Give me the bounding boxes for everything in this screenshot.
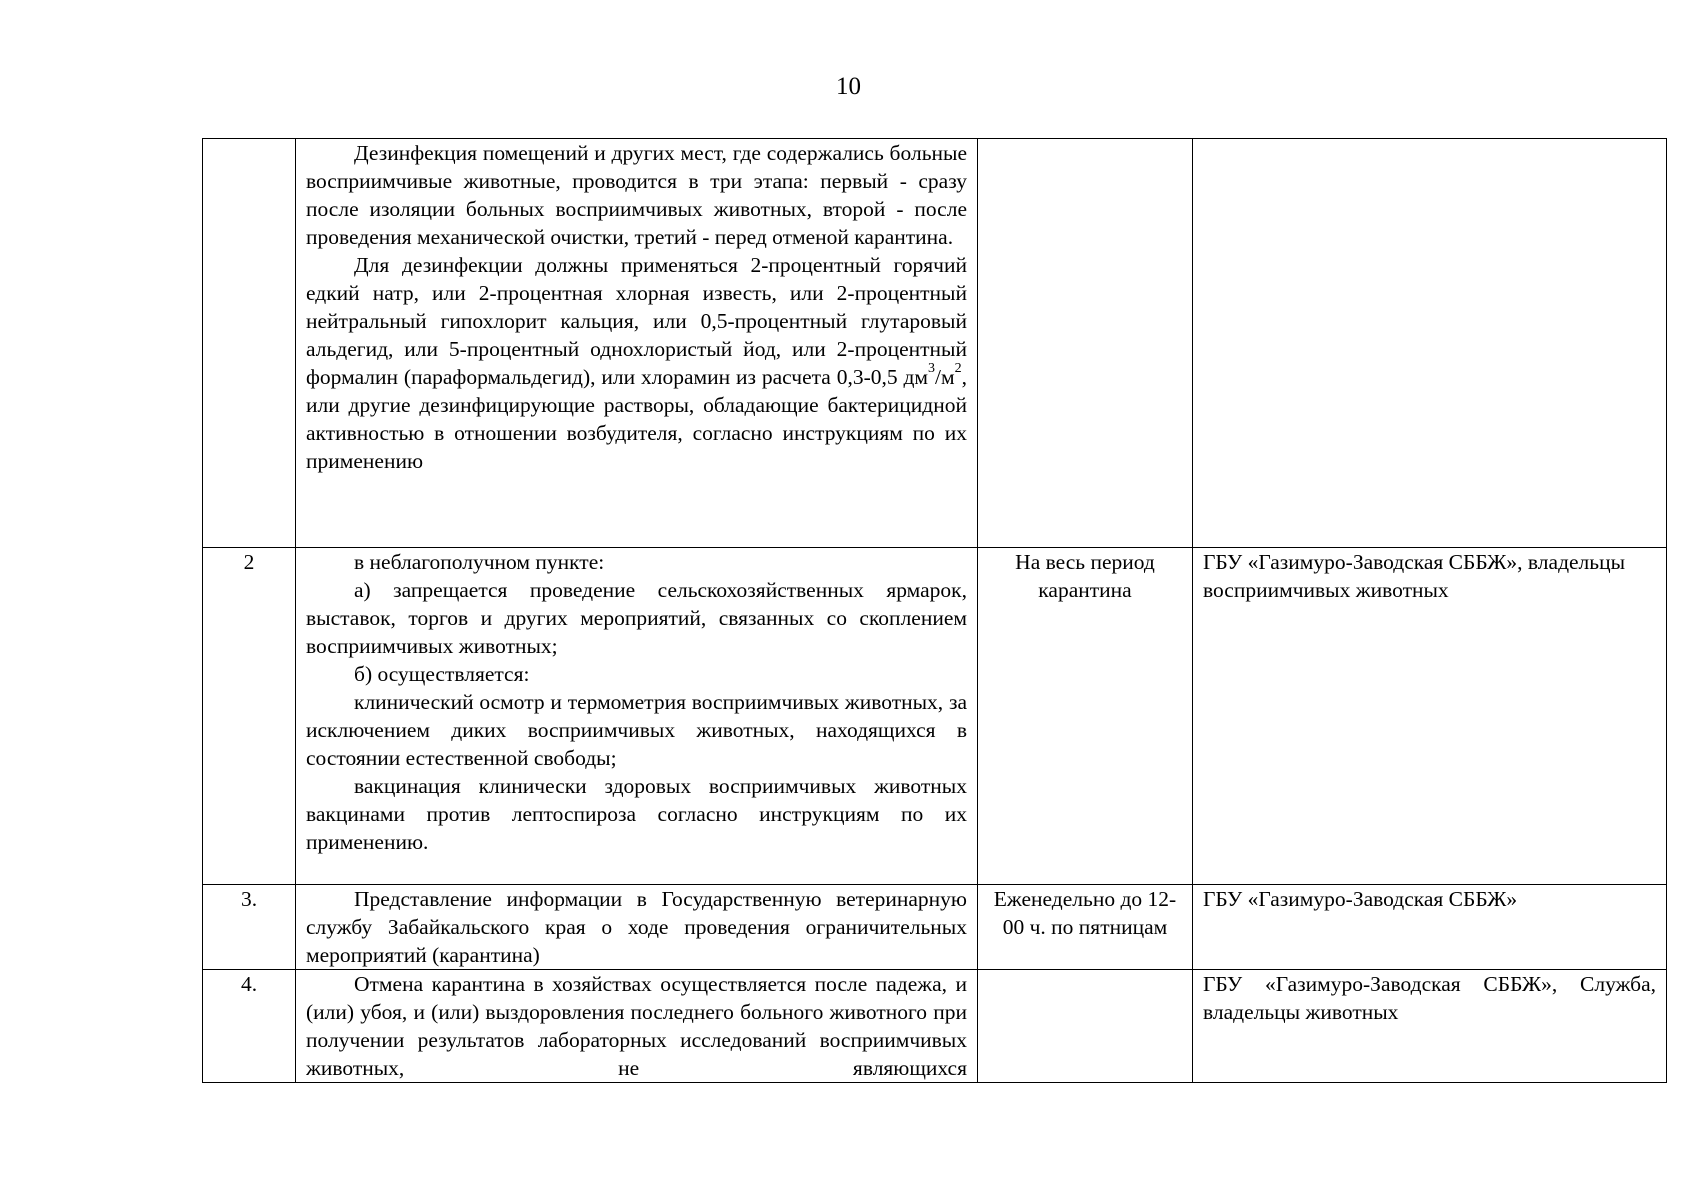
- measures-table: [202, 138, 1667, 1083]
- measure-paragraph: Представление информации в Государственную ветеринарную службу Забайкальского края о ходе проведения ограничительных мероприятий (карантина): [306, 887, 967, 967]
- page-number: 10: [836, 73, 861, 100]
- measure-paragraph: Дезинфекция помещений и других мест, где содержались больные восприимчивые животные, проводится в три этапа: первый - сразу после изоляции больных восприимчивых животных, второй - после проведения механической очистки, третий - перед отменой карантина.: [306, 141, 967, 249]
- responsible-cell: [1193, 139, 1667, 548]
- table-row: [203, 970, 1667, 1083]
- row-number-cell: 4.: [203, 970, 296, 1083]
- table-row: [203, 885, 1667, 970]
- measure-paragraph: а) запрещается проведение сельскохозяйственных ярмарок, выставок, торгов и других мероприятий, связанных со скоплением восприимчивых животных;: [306, 578, 967, 658]
- measure-paragraph: вакцинация клинически здоровых восприимчивых животных вакцинами против лептоспироза согласно инструкциям по их применению.: [306, 774, 967, 854]
- table-row: [203, 548, 1667, 885]
- measure-paragraph: в неблагополучном пункте:: [354, 550, 605, 574]
- measure-text: Для дезинфекции должны применяться 2-процентный горячий едкий натр, или 2-процентная хлорная известь, или 2-процентный нейтральный гипохлорит кальция, или 0,5-процентный глутаровый альдегид, или 5-процентный однохлористый йод, или 2-процентный формалин (параформальдегид), или хлорамин из расчета 0,3-0,5 дм: [306, 253, 967, 389]
- measure-cell: [296, 139, 978, 548]
- measure-cell: [296, 885, 978, 970]
- measure-text: , или другие дезинфицирующие растворы, обладающие бактерицидной активностью в отношении возбудителя, согласно инструкциям по их применению: [306, 365, 967, 473]
- row-number-cell: 2: [203, 548, 296, 885]
- row-number-cell: 3.: [203, 885, 296, 970]
- responsible-cell: ГБУ «Газимуро-Заводская СББЖ», Служба, владельцы животных: [1193, 970, 1667, 1083]
- table-row: [203, 139, 1667, 548]
- term-cell: [978, 970, 1193, 1083]
- measure-text: /м: [935, 365, 955, 389]
- measure-clip: [306, 970, 967, 1082]
- term-cell: [978, 139, 1193, 548]
- superscript: 3: [928, 360, 936, 376]
- term-cell: Еженедельно до 12-00 ч. по пятницам: [978, 885, 1193, 970]
- responsible-cell: ГБУ «Газимуро-Заводская СББЖ»: [1193, 885, 1667, 970]
- measure-paragraph: клинический осмотр и термометрия восприимчивых животных, за исключением диких восприимчивых животных, находящихся в состоянии естественной свободы;: [306, 690, 967, 770]
- measure-paragraph: [306, 251, 967, 475]
- responsible-cell: ГБУ «Газимуро-Заводская СББЖ», владельцы восприимчивых животных: [1193, 548, 1667, 885]
- measure-cell: [296, 970, 978, 1083]
- superscript: 2: [954, 360, 962, 376]
- term-cell: На весь период карантина: [978, 548, 1193, 885]
- measure-paragraph: Отмена карантина в хозяйствах осуществляется после падежа, и (или) убоя, и (или) выздоровления последнего больного животного при получении результатов лабораторных исследований восприимчивых животных, не являющихся: [306, 972, 967, 1080]
- measure-cell: [296, 548, 978, 885]
- measure-paragraph: б) осуществляется:: [354, 662, 530, 686]
- row-number-cell: [203, 139, 296, 548]
